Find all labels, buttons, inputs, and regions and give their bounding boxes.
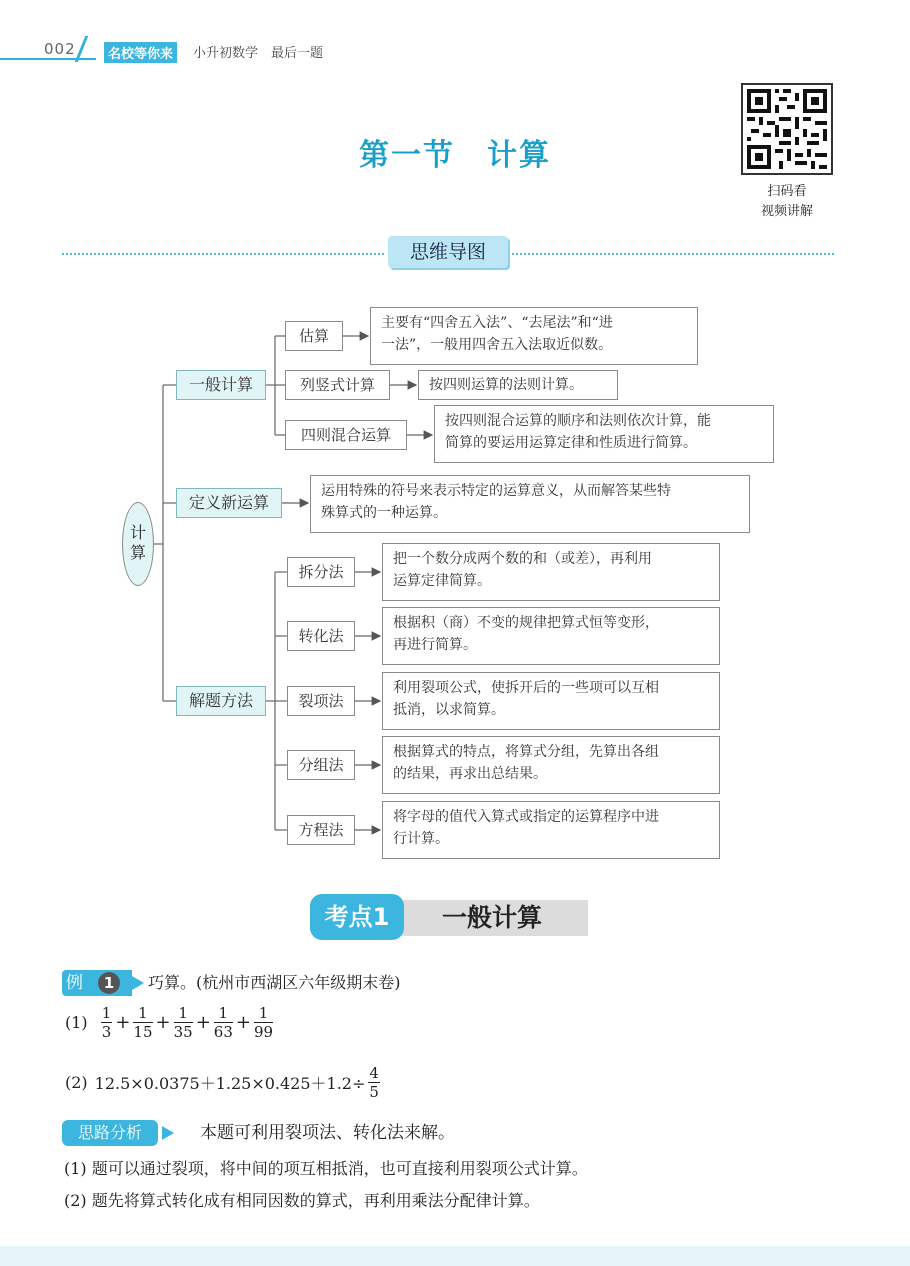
desc-new-op-l2: 殊算式的一种运算。 bbox=[321, 505, 447, 521]
category-methods: 解题方法 bbox=[176, 686, 266, 716]
fraction: $\frac{1}{63}$ bbox=[213, 1004, 233, 1041]
item2-prefix: (2) bbox=[65, 1073, 88, 1092]
desc-mixed-ops bbox=[434, 405, 774, 463]
example-prompt: 巧算。(杭州市西湖区六年级期末卷) bbox=[148, 973, 401, 992]
desc-mixed-ops-l2: 简算的要运用运算定律和性质进行简算。 bbox=[445, 435, 697, 451]
fraction: $\frac{1}{3}$ bbox=[101, 1004, 112, 1041]
qr-caption-1: 扫码看 bbox=[767, 184, 807, 199]
desc-equation-l2: 行计算。 bbox=[393, 831, 449, 847]
desc-estimate-l1: 主要有“四舍五入法”、“去尾法”和“进 bbox=[381, 315, 613, 331]
example-item-1 bbox=[64, 1004, 275, 1041]
desc-transform-l1: 根据积（商）不变的规律把算式恒等变形， bbox=[393, 615, 659, 631]
analysis-line-1: (1) 题可以通过裂项，将中间的项互相抵消，也可直接利用裂项公式计算。 bbox=[64, 1159, 588, 1178]
mind-map-title: 思维导图 bbox=[388, 236, 508, 268]
analysis-arrow-icon bbox=[162, 1126, 174, 1140]
desc-grouping-l2: 的结果，再求出总结果。 bbox=[393, 766, 547, 782]
desc-transform bbox=[382, 607, 720, 665]
fraction: $\frac{1}{99}$ bbox=[253, 1004, 274, 1041]
node-grouping: 分组法 bbox=[287, 750, 355, 780]
desc-split-l2: 运算定律简算。 bbox=[393, 573, 491, 589]
node-equation: 方程法 bbox=[287, 815, 355, 845]
header-subtitle: 小升初数学 最后一题 bbox=[193, 46, 324, 61]
desc-mixed-ops-l1: 按四则混合运算的顺序和法则依次计算，能 bbox=[445, 413, 711, 429]
plus-sign: + bbox=[115, 1012, 131, 1033]
desc-vertical-calc bbox=[418, 370, 618, 400]
node-transform: 转化法 bbox=[287, 621, 355, 651]
node-estimate: 估算 bbox=[285, 321, 343, 351]
node-vertical-calc: 列竖式计算 bbox=[285, 370, 390, 400]
node-mixed-ops: 四则混合运算 bbox=[285, 420, 407, 450]
desc-split-terms-l2: 抵消，以求简算。 bbox=[393, 702, 505, 718]
desc-transform-l2: 再进行简算。 bbox=[393, 637, 477, 653]
desc-new-op bbox=[310, 475, 750, 533]
desc-equation-l1: 将字母的值代入算式或指定的运算程序中进 bbox=[393, 809, 659, 825]
desc-equation bbox=[382, 801, 720, 859]
analysis-line-2: (2) 题先将算式转化成有相同因数的算式，再利用乘法分配律计算。 bbox=[64, 1191, 540, 1210]
desc-estimate bbox=[370, 307, 698, 365]
fraction: $\frac{1}{15}$ bbox=[133, 1004, 153, 1041]
desc-split-terms-l1: 利用裂项公式，使拆开后的一些项可以互相 bbox=[393, 680, 659, 696]
desc-split bbox=[382, 543, 720, 601]
example-arrow-icon bbox=[132, 976, 144, 990]
analysis-intro: 本题可利用裂项法、转化法来解。 bbox=[200, 1123, 455, 1143]
root-char-2: 算 bbox=[129, 543, 146, 562]
desc-vertical-calc-l1: 按四则运算的法则计算。 bbox=[429, 377, 583, 393]
node-split: 拆分法 bbox=[287, 557, 355, 587]
item2-expression: 12.5×0.0375＋1.25×0.425＋1.2÷ bbox=[94, 1074, 366, 1093]
category-general: 一般计算 bbox=[176, 370, 266, 400]
desc-split-terms bbox=[382, 672, 720, 730]
item1-prefix: (1) bbox=[65, 1013, 88, 1032]
node-split-terms: 裂项法 bbox=[287, 686, 355, 716]
qr-caption-2: 视频讲解 bbox=[760, 204, 813, 219]
example-number: 1 bbox=[98, 972, 120, 994]
desc-grouping-l1: 根据算式的特点，将算式分组，先算出各组 bbox=[393, 744, 659, 760]
plus-sign: + bbox=[155, 1012, 171, 1033]
analysis-badge: 思路分析 bbox=[62, 1120, 158, 1146]
page-number: 002 bbox=[44, 40, 76, 58]
category-new-op: 定义新运算 bbox=[176, 488, 282, 518]
desc-split-l1: 把一个数分成两个数的和（或差），再利用 bbox=[393, 551, 652, 567]
fraction: $\frac{4}{5}$ bbox=[369, 1064, 379, 1101]
desc-estimate-l2: 一法”，一般用四舍五入法取近似数。 bbox=[381, 337, 613, 353]
desc-new-op-l1: 运用特殊的符号来表示特定的运算意义，从而解答某些特 bbox=[321, 483, 671, 499]
plus-sign: + bbox=[195, 1012, 211, 1033]
example-label: 例 bbox=[66, 973, 83, 993]
section-title: 第一节 计算 bbox=[359, 138, 551, 173]
fraction: $\frac{1}{35}$ bbox=[173, 1004, 193, 1041]
plus-sign: + bbox=[235, 1012, 251, 1033]
footer-bar bbox=[0, 1246, 910, 1266]
root-char-1: 计 bbox=[129, 523, 146, 542]
desc-grouping bbox=[382, 736, 720, 794]
kaodian-title: 一般计算 bbox=[396, 900, 588, 936]
kaodian-badge: 考点1 bbox=[310, 894, 404, 940]
brand-label: 名校等你来 bbox=[104, 42, 177, 63]
mind-map-root bbox=[122, 502, 154, 586]
example-item-2 bbox=[64, 1064, 382, 1101]
